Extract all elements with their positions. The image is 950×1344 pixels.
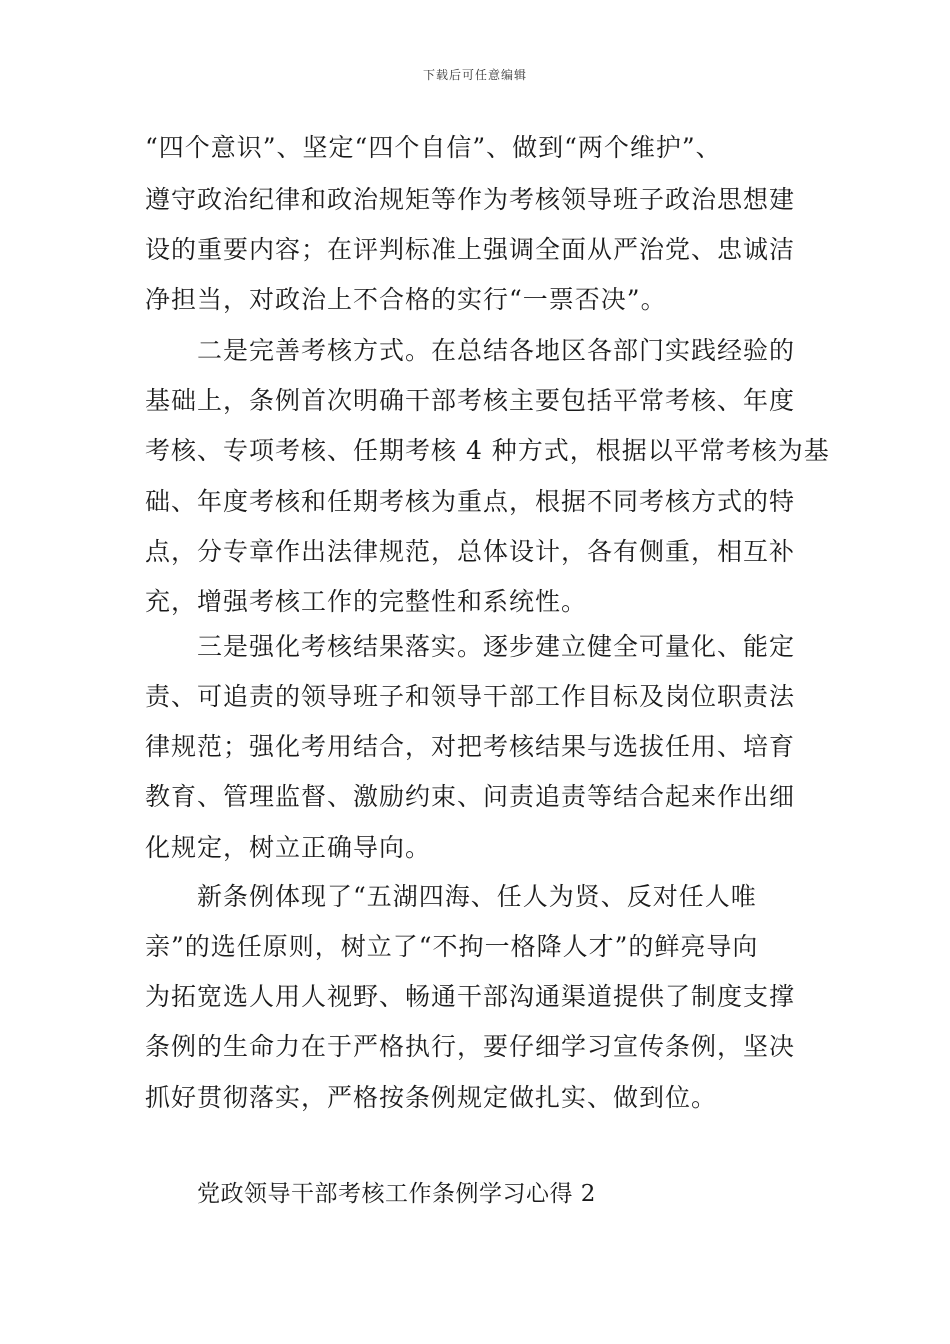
section-title: 党政领导干部考核工作条例学习心得 2 — [197, 1181, 596, 1207]
text-line: 为拓宽选人用人视野、畅通干部沟通渠道提供了制度支撑 — [145, 982, 796, 1011]
text-line: 础、年度考核和任期考核为重点，根据不同考核方式的特 — [145, 487, 796, 516]
text-line: 亲”的选任原则，树立了“不拘一格降人才”的鲜亮导向 — [145, 932, 759, 961]
text-line: 充，增强考核工作的完整性和系统性。 — [145, 587, 588, 616]
text-line: 教育、管理监督、激励约束、问责追责等结合起来作出细 — [145, 782, 796, 811]
text-line: 抓好贯彻落实，严格按条例规定做扎实、做到位。 — [145, 1083, 718, 1112]
text-line: 点，分专章作出法律规范，总体设计，各有侧重，相互补 — [145, 537, 796, 566]
text-line: “四个意识”、坚定“四个自信”、做到“两个维护”、 — [145, 133, 722, 162]
text-line: 考核、专项考核、任期考核 4 种方式，根据以平常考核为基 — [145, 436, 830, 465]
text-line: 遵守政治纪律和政治规矩等作为考核领导班子政治思想建 — [145, 185, 796, 214]
text-line: 二是完善考核方式。在总结各地区各部门实践经验的 — [197, 336, 796, 365]
text-line: 责、可追责的领导班子和领导干部工作目标及岗位职责法 — [145, 682, 796, 711]
text-line: 净担当，对政治上不合格的实行“一票否决”。 — [145, 285, 667, 314]
text-line: 基础上，条例首次明确干部考核主要包括平常考核、年度 — [145, 386, 796, 415]
text-line: 条例的生命力在于严格执行，要仔细学习宣传条例，坚决 — [145, 1032, 796, 1061]
page-header: 下载后可任意编辑 — [422, 68, 527, 82]
text-line: 三是强化考核结果落实。逐步建立健全可量化、能定 — [197, 632, 796, 661]
text-line: 化规定，树立正确导向。 — [145, 833, 432, 862]
text-line: 律规范；强化考用结合，对把考核结果与选拔任用、培育 — [145, 732, 796, 761]
text-line: 设的重要内容；在评判标准上强调全面从严治党、忠诚洁 — [145, 235, 796, 264]
text-line: 新条例体现了“五湖四海、任人为贤、反对任人唯 — [197, 882, 757, 911]
